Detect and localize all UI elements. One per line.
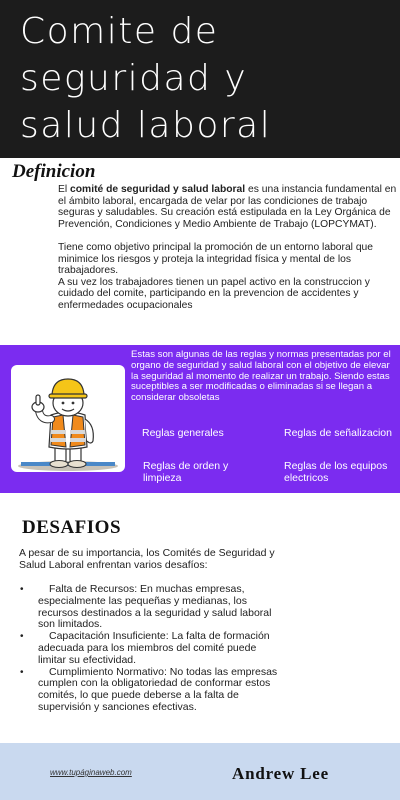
regla-equipos-electricos: Reglas de los equipos electricos: [284, 460, 388, 484]
bullet-glyph: •: [20, 666, 24, 678]
desafios-intro: A pesar de su importancia, los Comités de Seguridad y Salud Laboral enfrentan varios desafíos:: [19, 547, 275, 571]
definicion-term: comité de seguridad y salud laboral: [70, 184, 246, 195]
worker-illustration: [11, 365, 125, 472]
desafio-cumplimiento: Cumplimiento Normativo: No todas las empresas cumplen con la obligatoriedad de conformar estos comités, lo que puede deberse a la falta de supervisión y sanciones efectivas.: [38, 665, 278, 713]
list-item: [20, 583, 286, 631]
author-name: Andrew Lee: [232, 764, 329, 783]
title-line-3: salud laboral: [20, 105, 272, 146]
bullet-glyph: •: [20, 584, 24, 595]
bullet-glyph: •: [20, 631, 24, 643]
definicion-text: [58, 184, 398, 312]
definicion-paragraph-2: Tiene como objetivo principal la promoción de un entorno laboral que minimice los riesgos y proteja la integridad física y mental de los trabajadores.: [58, 241, 374, 277]
title-line-1: Comite de: [20, 11, 219, 52]
footer-band: [0, 743, 400, 800]
desafio-recursos: Falta de Recursos: En muchas empresas, especialmente las pequeñas y medianas, los recursos destinados a la seguridad y salud laboral son limitados.: [38, 583, 272, 631]
regla-orden-limpieza: Reglas de orden y limpieza: [143, 460, 229, 484]
website-link[interactable]: www.tupáginaweb.com: [50, 768, 132, 777]
list-item: [20, 630, 286, 666]
reglas-intro: Estas son algunas de las reglas y normas presentadas por el organo de seguridad y salud laboral con el objetivo de elevar la seguridad al momento de realizar un trabajo. Siendo estas suceptibles a ser modificadas o eliminadas si se llegan a considerar obsoletas: [131, 349, 391, 404]
desafio-capacitacion: Capacitación Insuficiente: La falta de formación adecuada para los miembros del comité puede limitar su efectividad.: [38, 630, 270, 666]
reglas-band: [0, 345, 400, 493]
page-title: [20, 8, 390, 149]
construction-worker-thumbs-up-icon: [11, 365, 125, 472]
header-banner: [0, 0, 400, 158]
list-item: [20, 665, 286, 714]
title-line-2: seguridad y: [20, 58, 248, 99]
desafios-list: [20, 583, 286, 714]
definicion-paragraph-3: A su vez los trabajadores tienen un papel activo en la construccion y cuidado del comite, participando en la prevencion de accidentes y enfermedades ocupacionales: [58, 276, 370, 311]
regla-generales: Reglas generales: [142, 427, 224, 439]
definicion-p1-prefix: El: [58, 184, 71, 195]
desafios-heading: DESAFIOS: [22, 517, 122, 538]
definicion-heading: Definicion: [12, 161, 96, 182]
paragraph-gap: [58, 230, 398, 242]
definicion-paragraph-1: [58, 184, 398, 230]
regla-senalizacion: Reglas de señalizacion: [284, 427, 392, 439]
definicion-p1-rest: es una instancia fundamental en el ámbito laboral, encargada de velar por las condiciones de trabajo seguras y saludables. Su creación está estipulada en la Ley Orgánica de Prevención, Condiciones y Medio Ambiente de Trabajo (LOPCYMAT).: [58, 184, 397, 230]
